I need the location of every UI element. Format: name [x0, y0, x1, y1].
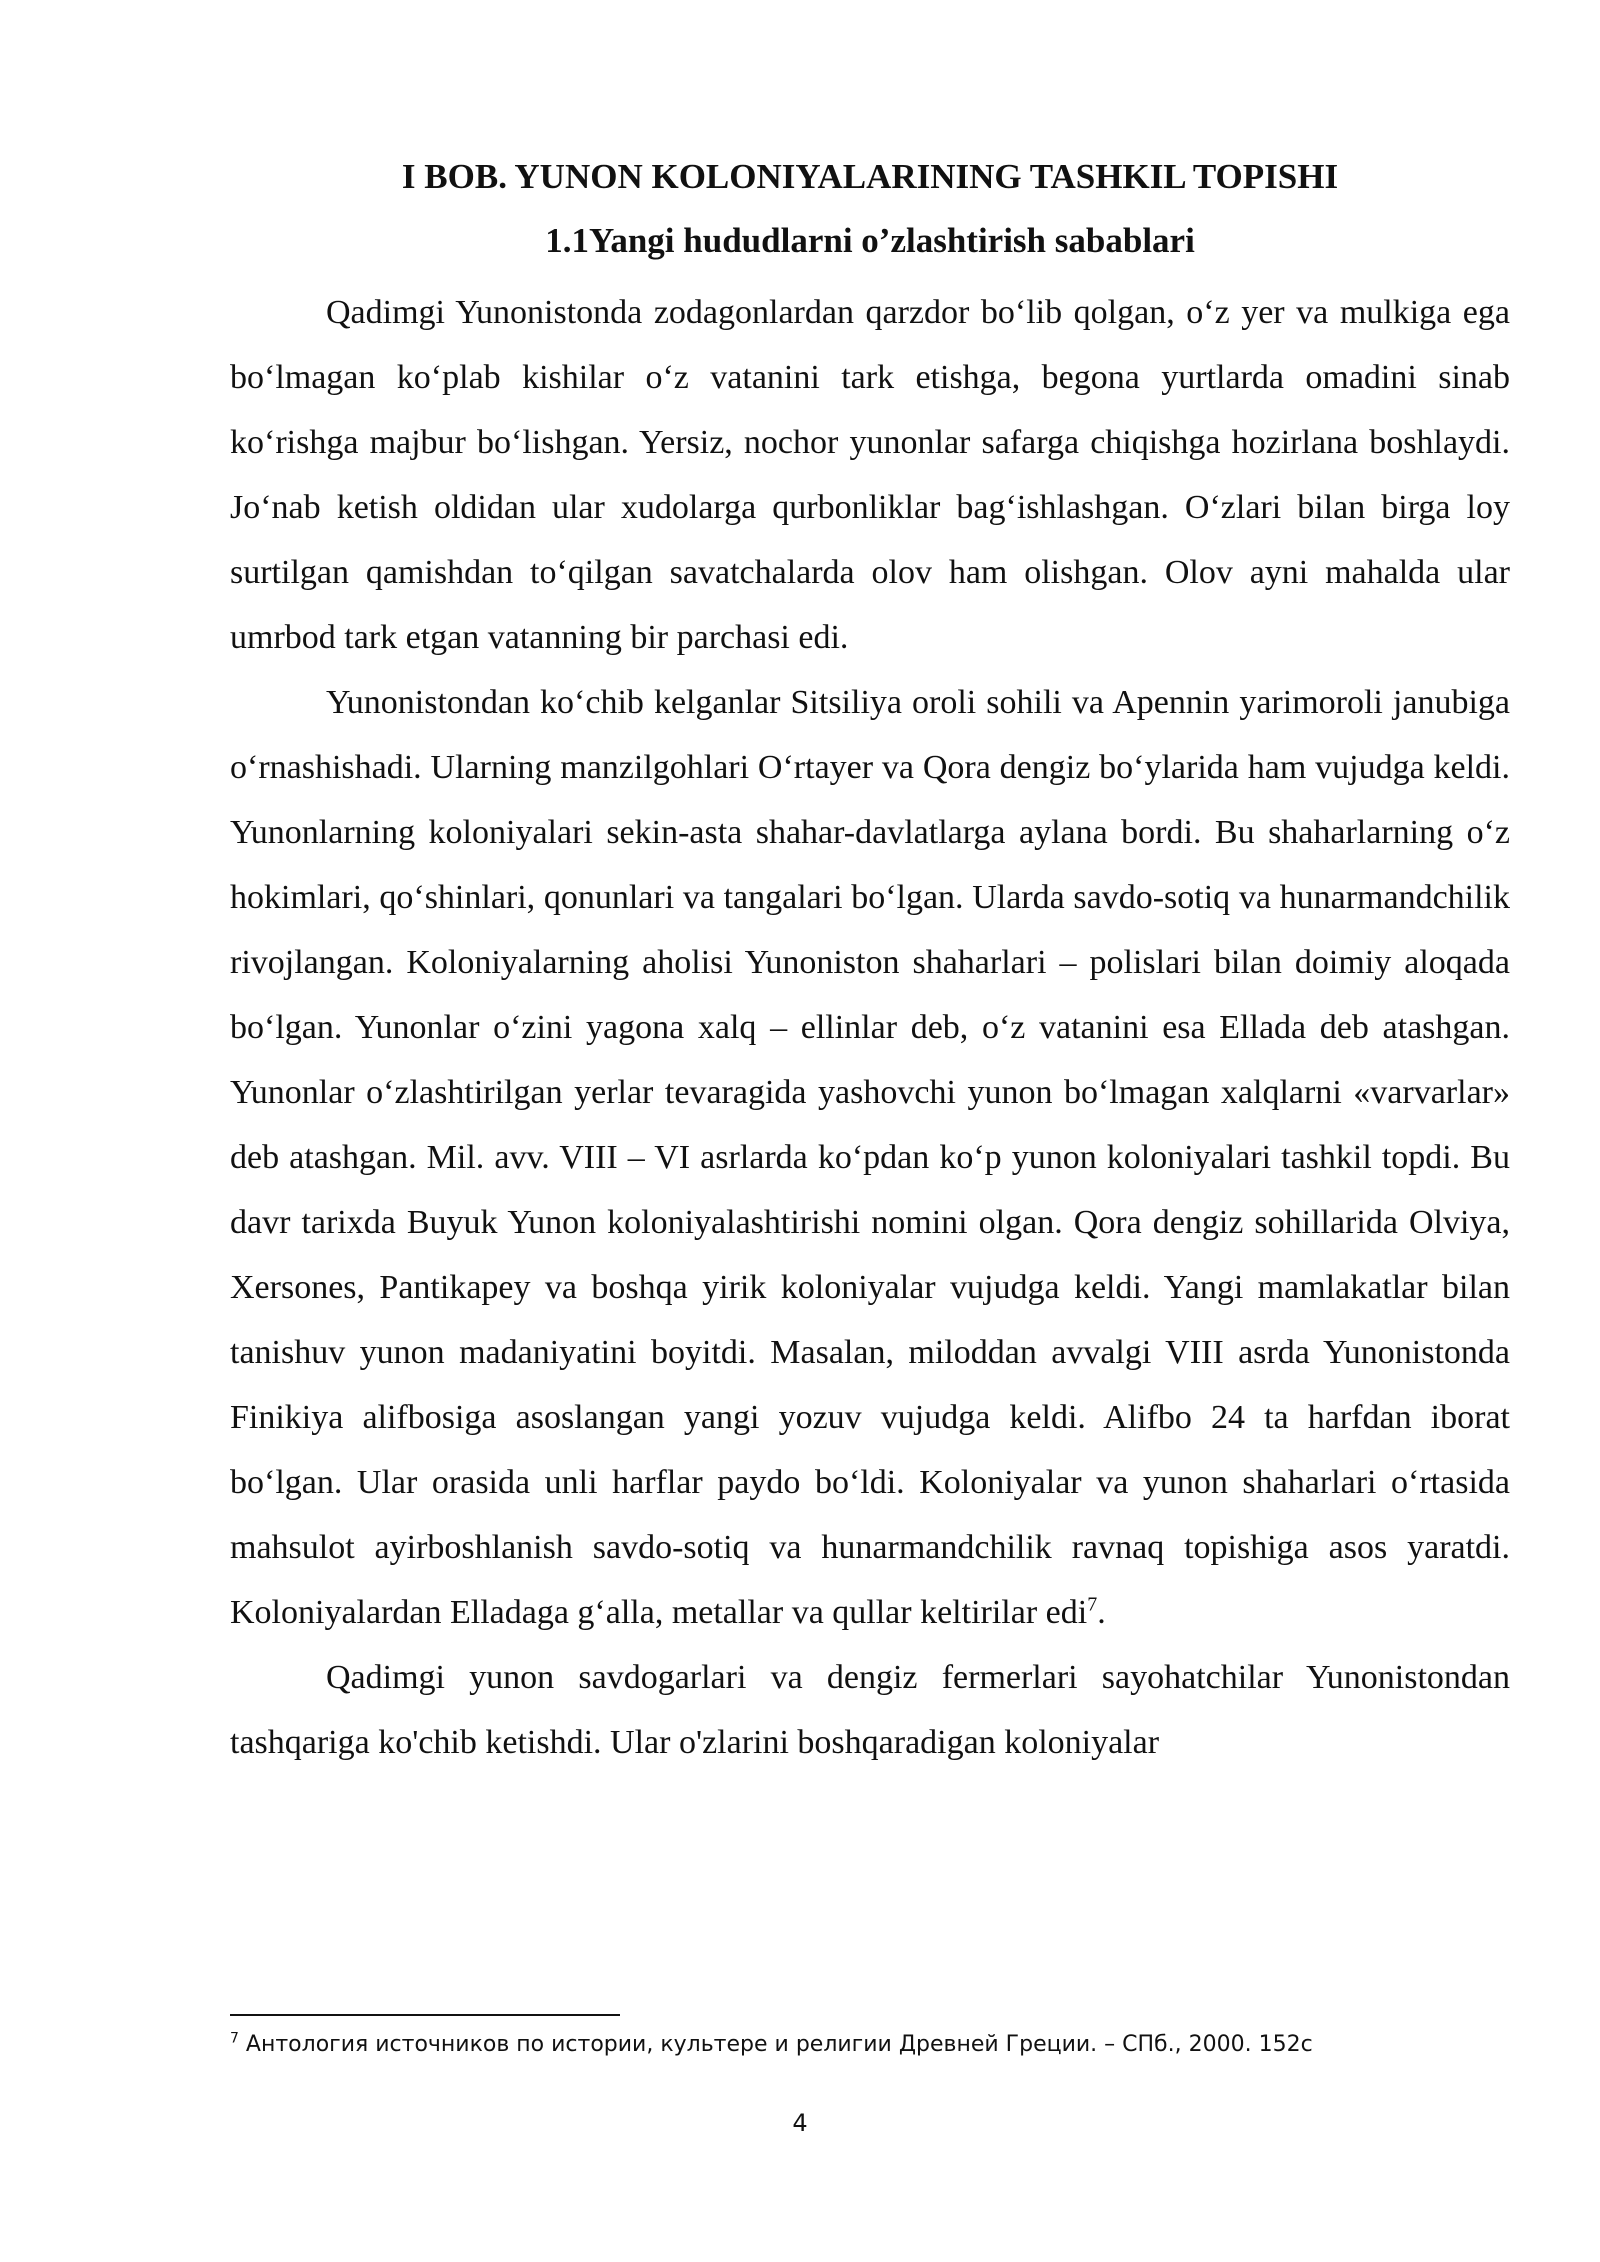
footnote-text: Антология источников по истории, культере и религии Древней Греции. – СПб., 2000. 152с [245, 2032, 1313, 2057]
footnote-separator [230, 2014, 620, 2016]
paragraph-end-punctuation: . [1097, 1594, 1106, 1631]
body-text [230, 280, 1510, 1775]
section-heading [230, 216, 1510, 266]
paragraph-text: Qadimgi Yunonistonda zodagonlardan qarzdor bo‘lib qolgan, o‘z yer va mulkiga ega bo‘lmagan ko‘plab kishilar o‘z vatanini tark etishga, begona yurtlarda omadini sinab ko‘rishga majbur bo‘lishgan. Yersiz, nochor yunonlar safarga chiqishga hozirlana boshlaydi. Jo‘nab ketish oldidan ular xudolarga qurbonliklar bag‘ishlashgan. O‘zlari bilan birga loy surtilgan qamishdan to‘qilgan savatchalarda olov ham olishgan. Olov ayni mahalda ular umrbod tark etgan vatanning bir parchasi edi. [230, 294, 1510, 656]
footnote [230, 2030, 1510, 2060]
section-number: 1.1 [545, 221, 589, 260]
paragraph [230, 1645, 1510, 1775]
paragraph-text: Qadimgi yunon savdogarlari va dengiz fermerlari sayohatchilar Yunonistondan tashqariga ko'chib ketishdi. Ular o'zlarini boshqaradigan koloniyalar [230, 1659, 1510, 1761]
chapter-title: I BOB. YUNON KOLONIYALARINING TASHKIL TOPISHI [401, 157, 1339, 196]
section-title: Yangi hududlarni o’zlashtirish sabablari [588, 221, 1195, 260]
paragraph [230, 670, 1510, 1645]
page-number: 4 [792, 2109, 808, 2137]
paragraph [230, 280, 1510, 670]
paragraph-text: Yunonistondan ko‘chib kelganlar Sitsiliya oroli sohili va Apennin yarimoroli janubiga o‘rnashishadi. Ularning manzilgohlari O‘rtayer va Qora dengiz bo‘ylarida ham vujudga keldi. Yunonlarning koloniyalari sekin-asta shahar-davlatlarga aylana bordi. Bu shaharlarning o‘z hokimlari, qo‘shinlari, qonunlari va tangalari bo‘lgan. Ularda savdo-sotiq va hunarmandchilik rivojlangan. Koloniyalarning aholisi Yunoniston shaharlari – polislari bilan doimiy aloqada bo‘lgan. Yunonlar o‘zini yagona xalq – ellinlar deb, o‘z vatanini esa Ellada deb atashgan. Yunonlar o‘zlashtirilgan yerlar tevaragida yashovchi yunon bo‘lmagan xalqlarni «varvarlar» deb atashgan. Mil. avv. VIII – VI asrlarda ko‘pdan ko‘p yunon koloniyalari tashkil topdi. Bu davr tarixda Buyuk Yunon koloniyalashtirishi nomini olgan. Qora dengiz sohillarida Olviya, Xersones, Pantikapey va boshqa yirik koloniyalar vujudga keldi. Yangi mamlakatlar bilan tanishuv yunon madaniyatini boyitdi. Masalan, miloddan avvalgi VIII asrda Yunonistonda Finikiya alifbosiga asoslangan yangi yozuv vujudga keldi. Alifbo 24 ta harfdan iborat bo‘lgan. Ular orasida unli harflar paydo bo‘ldi. Koloniyalar va yunon shaharlari o‘rtasida mahsulot ayirboshlanish savdo-sotiq va hunarmandchilik ravnaq topishiga asos yaratdi. Koloniyalardan Elladaga g‘alla, metallar va qullar keltirilar edi [230, 684, 1510, 1631]
footnote-reference[interactable]: 7 [1087, 1593, 1098, 1616]
footnote-marker: 7 [230, 2030, 239, 2047]
